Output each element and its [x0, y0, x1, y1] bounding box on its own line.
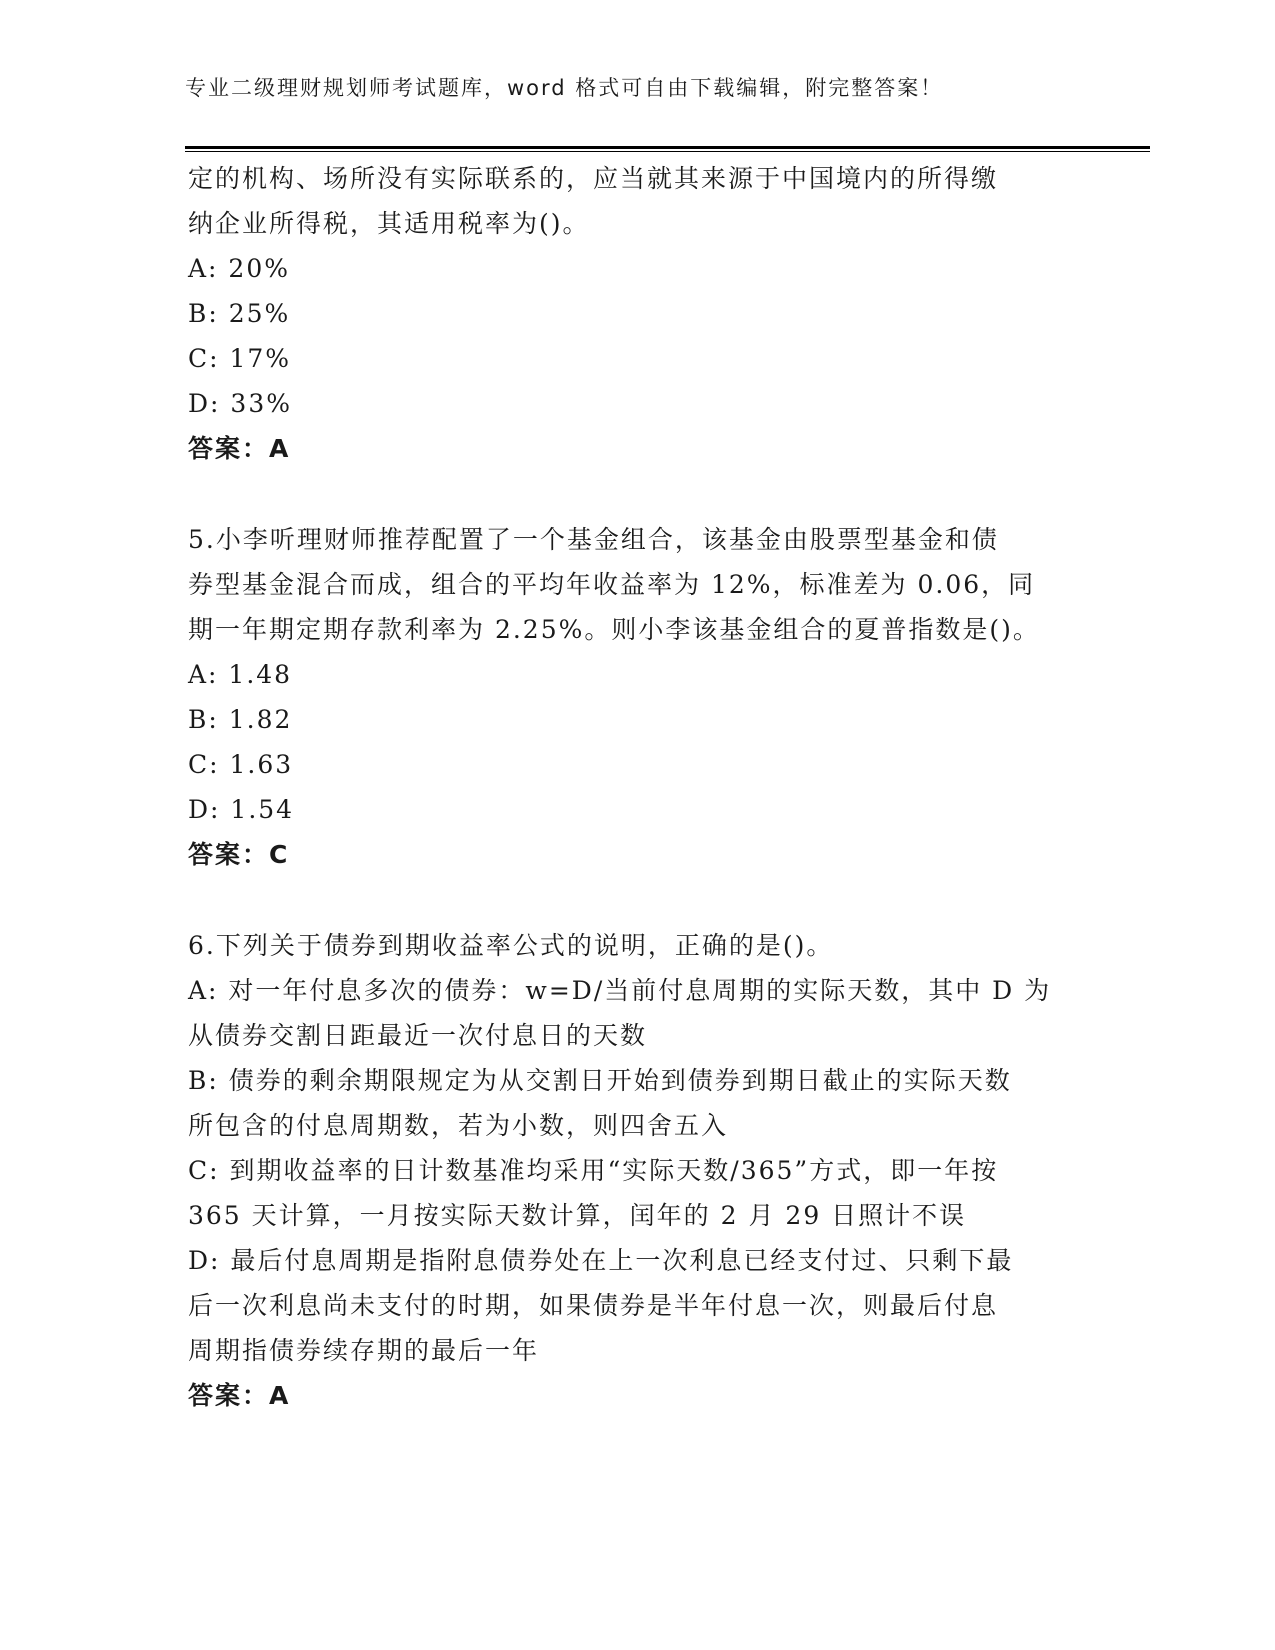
option-line: D: 最后付息周期是指附息债券处在上一次利息已经支付过、只剩下最 [188, 1246, 1014, 1275]
answer: 答案：A [188, 1381, 291, 1410]
option-a: A: 20% [188, 254, 290, 283]
question-4 [188, 156, 1088, 471]
header-rule-thin [185, 151, 1150, 152]
option-line: 所包含的付息周期数，若为小数，则四舍五入 [188, 1111, 729, 1140]
option-b: B: 25% [188, 299, 291, 328]
spacer [188, 471, 1088, 517]
spacer [188, 877, 1088, 923]
option-line: C: 到期收益率的日计数基准均采用“实际天数/365”方式，即一年按 [188, 1156, 999, 1185]
option-line: 从债券交割日距最近一次付息日的天数 [188, 1021, 648, 1050]
question-stem-line: 券型基金混合而成，组合的平均年收益率为 12%，标准差为 0.06，同 [188, 570, 1036, 599]
answer: 答案：C [188, 840, 290, 869]
option-c: C: 17% [188, 344, 292, 373]
page-header: 专业二级理财规划师考试题库，word 格式可自由下载编辑，附完整答案！ [185, 76, 944, 100]
option-line: 周期指债券续存期的最后一年 [188, 1336, 540, 1365]
question-stem-line: 6.下列关于债券到期收益率公式的说明，正确的是()。 [188, 931, 834, 960]
question-5 [188, 517, 1088, 877]
option-line: 365 天计算，一月按实际天数计算，闰年的 2 月 29 日照计不误 [188, 1201, 967, 1230]
question-stem-line: 纳企业所得税，其适用税率为()。 [188, 209, 590, 238]
option-d: D: 33% [188, 389, 292, 418]
question-stem-line: 期一年期定期存款利率为 2.25%。则小李该基金组合的夏普指数是()。 [188, 615, 1040, 644]
question-6 [188, 923, 1088, 1418]
document-body [188, 156, 1088, 1418]
option-b: B: 1.82 [188, 705, 293, 734]
option-d: D: 1.54 [188, 795, 295, 824]
option-a: A: 1.48 [188, 660, 293, 689]
option-line: B: 债券的剩余期限规定为从交割日开始到债券到期日截止的实际天数 [188, 1066, 1012, 1095]
option-line: A: 对一年付息多次的债券：w=D/当前付息周期的实际天数，其中 D 为 [188, 976, 1052, 1005]
option-c: C: 1.63 [188, 750, 294, 779]
question-stem-line: 定的机构、场所没有实际联系的，应当就其来源于中国境内的所得缴 [188, 164, 999, 193]
header-rule-thick [185, 146, 1150, 149]
answer: 答案：A [188, 434, 291, 463]
question-stem-line: 5.小李听理财师推荐配置了一个基金组合，该基金由股票型基金和债 [188, 525, 999, 554]
option-line: 后一次利息尚未支付的时期，如果债券是半年付息一次，则最后付息 [188, 1291, 999, 1320]
